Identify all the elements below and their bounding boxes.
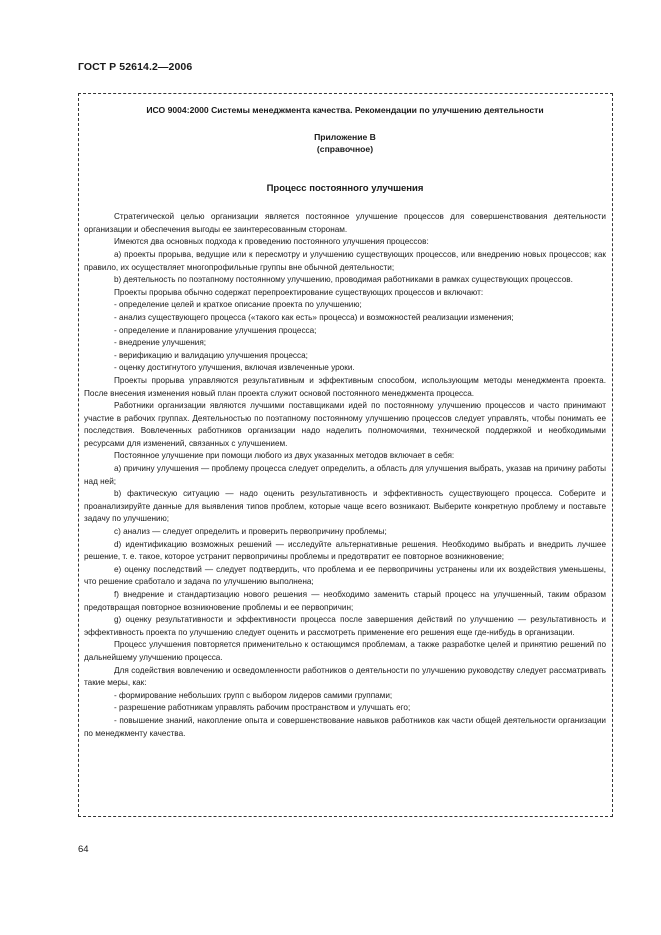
paragraph: Проекты прорыва управляются результативным и эффективным способом, использующим методы менеджмента проекта. После внесения изменения новый план проекта служит основой постоянного менеджмента процесса. [84, 375, 606, 398]
list-item: f) внедрение и стандартизацию нового решения — необходимо заменить старый процесс на улучшенный, таким образом предотвращая повторное возникновение проблемы и ее первопричин; [84, 590, 606, 612]
list-item: g) оценку результативности и эффективности процесса после завершения действий по улучшению — результативность и эффективность проекта по улучшению следует оценить и рассмотреть применение его решения еще где-нибудь в организации. [84, 615, 606, 637]
dash-list-item: - анализ существующего процесса («такого как есть» процесса) и возможностей реализации изменения; [114, 312, 514, 322]
dash-list-item: - формирование небольших групп с выбором лидеров самими группами; [114, 690, 393, 700]
dash-list-item: - верификацию и валидацию улучшения процесса; [114, 350, 308, 360]
frame-content [84, 104, 606, 740]
dash-list-item: - разрешение работникам управлять рабочим пространством и улучшать его; [114, 703, 411, 713]
list-item: b) фактическую ситуацию — надо оценить результативность и эффективность существующего процесса. Соберите и проанализируйте данные для выявления типов проблем, которые чаще всего возникают. Выберите конкретную проблему и поставьте задачу по улучшению; [84, 489, 606, 524]
dash-list-item: - повышение знаний, накопление опыта и совершенствование навыков работников как части общей деятельности организации по менеджменту качества. [84, 715, 606, 738]
list-item: е) оценку последствий — следует подтвердить, что проблема и ее первопричины устранены или их воздействия уменьшены, что решение сработало и задача по улучшению выполнена; [84, 564, 606, 587]
annex-subtitle: (справочное) [316, 143, 374, 154]
dash-list-item: - оценку достигнутого улучшения, включая извлеченные уроки. [114, 363, 355, 373]
paragraph: Стратегической целью организации является постоянное улучшение процессов для совершенствования деятельности организации и обеспечения выгоды ее заинтересованным сторонам. [84, 212, 606, 234]
list-item: d) идентификацию возможных решений — исследуйте альтернативные решения. Необходимо выбрать и внедрить лучшее решение, т. е. такое, которое устранит первопричины проблемы и предотвратит ее повторное возникновение; [84, 539, 606, 562]
paragraph: Для содействия вовлечению и осведомленности работников о деятельности по улучшению руководству следует рассматривать такие меры, как: [84, 665, 606, 688]
list-item: а) проекты прорыва, ведущие или к пересмотру и улучшению существующих процессов, или внедрению новых процессов; как правило, их осуществляет многопрофильные группы вне обычной деятельности; [84, 249, 606, 272]
dash-list-item: - определение и планирование улучшения процесса; [114, 325, 317, 335]
annex-title: Приложение В [314, 131, 376, 142]
paragraph: Работники организации являются лучшими поставщиками идей по постоянному улучшению процессов и часто принимают участие в рабочих группах. Деятельностью по поэтапному постоянному улучшению процессов следует управлять, чтобы понимать ее последствия. Вовлеченных работников организации надо наделить полномочиями, технической поддержкой и необходимыми ресурсами для изменений, связанных с улучшением. [84, 401, 606, 448]
dash-list-item: - определение целей и краткое описание проекта по улучшению; [114, 300, 362, 310]
list-item: а) причину улучшения — проблему процесса следует определить, а область для улучшения выбрать, указав на причину работы над ней; [84, 464, 606, 486]
page-number: 64 [78, 844, 89, 855]
list-item: с) анализ — следует определить и проверить первопричину проблемы; [114, 527, 387, 537]
paragraph: Постоянное улучшение при помощи любого из двух указанных методов включает в себя: [114, 451, 455, 461]
list-item: b) деятельность по поэтапному постоянному улучшению, проводимая работниками в рамках существующих процессов. [114, 275, 573, 285]
paragraph: Проекты прорыва обычно содержат перепроектирование существующих процессов и включают: [114, 287, 484, 297]
document-header: ГОСТ Р 52614.2—2006 [78, 61, 193, 73]
dash-list-item: - внедрение улучшения; [114, 338, 207, 348]
paragraph: Процесс улучшения повторяется применительно к остающимся проблемам, а также разработке целей и принятию решений по дальнейшему улучшению процесса. [84, 640, 606, 662]
paragraph: Имеются два основных подхода к проведению постоянного улучшения процессов: [114, 237, 429, 247]
section-title: Процесс постоянного улучшения [266, 182, 424, 194]
source-standard-title: ИСО 9004:2000 Системы менеджмента качества. Рекомендации по улучшению деятельности [146, 105, 544, 115]
